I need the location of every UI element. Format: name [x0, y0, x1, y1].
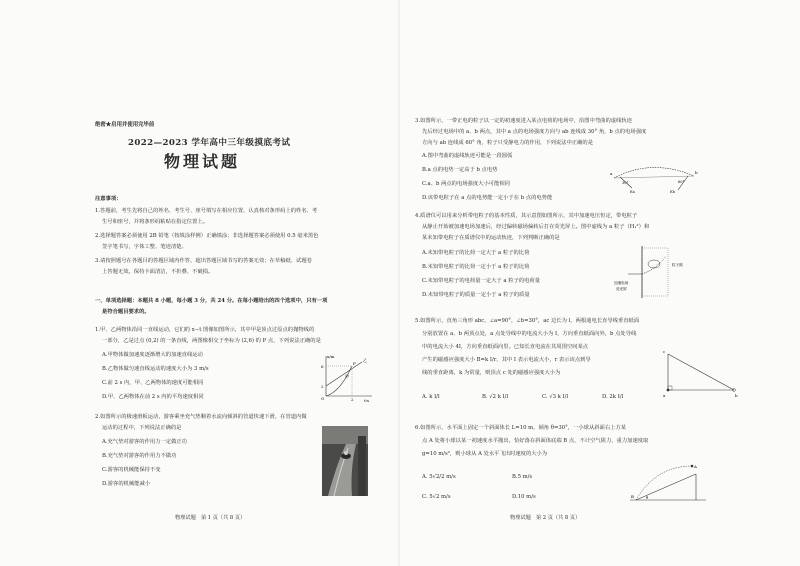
notice-line: 2.选择题答案必须使用 2B 铅笔（按填涂样例）正确填涂；非选择题答案必须使用 0.5 毫米黑色 [95, 233, 319, 239]
notice-line: 生号和座号，并将条形码粘贴在指定位置上。 [102, 219, 208, 225]
curve-jia-label: 甲 [345, 374, 349, 379]
water-slide-photo [322, 426, 368, 496]
question-4-text: 从静止开始被加速电场加速后，经过偏转磁场偏转后打在荧光屏上。图中虚线为 a 粒子（H₁²）和 [422, 224, 650, 230]
q6-option-b: B.5 m/s [512, 474, 533, 480]
q2-option-c: C.游客的机械能保持不变 [102, 467, 161, 473]
question-6-text: 6.如图所示，水平面上固定一个斜面体长 L=10 m，倾角 θ=30°，一小球从斜面右上方某 [415, 425, 627, 431]
page-2 [400, 0, 800, 566]
q4-option-d: D.未知带电粒子的质量一定小于 a 粒子的质量 [422, 292, 530, 298]
q1-option-a: A.甲物体做加速度逐渐增大的加速直线运动 [102, 352, 203, 358]
q1-option-d: D.甲、乙两物体在前 2 s 内的平均速度相同 [102, 394, 204, 400]
question-4-text: 某未知带电粒子在质谱仪中的运动轨迹，下列判断正确的是 [422, 235, 560, 241]
point-b-label: b [695, 170, 698, 175]
q5-option-b: B. √2 k I/l [482, 394, 509, 400]
q3-option-d: D.该带电粒子在 a 点的电势能一定小于在 b 点的电势能 [422, 195, 553, 201]
q5-option-d: D. 2k I/l [602, 394, 624, 400]
field-a-label: Ea [630, 190, 635, 194]
q2-option-a: A.充气垫对游客的作用力一定做正功 [102, 439, 187, 445]
section-heading-cont: 是符合题目要求的。 [102, 309, 150, 315]
notice-line: 3.请按照题号在各题目的答题区域内作答，超出答题区域书写的答案无效；在草稿纸、试题卷 [95, 258, 312, 264]
question-5-text: 分别放置在 a、b 两顶点处，a 点处导线中的电流大小为 I，方向垂直纸面向外，b 点处导线 [422, 331, 637, 337]
question-6-text: g=10 m/s²，则小球从 A 处水平飞出时速度的大小为 [422, 451, 548, 457]
point-b-label: B [631, 494, 634, 499]
q4-option-b: B.未知带电粒子的比荷一定小于 a 粒子的比荷 [422, 264, 530, 270]
question-5-text: 产生的磁感应强度大小 B=k I/r，其中 I 表示电流大小，r 表示该点到导 [422, 357, 591, 363]
section-heading: 一、单项选择题：本题共 8 小题，每小题 3 分，共 24 分。在每小题给出的四个选项中，只有一项 [95, 298, 328, 304]
q6-option-c: C. 5√2 m/s [422, 494, 451, 500]
q5-option-c: C. √3 k I/l [542, 394, 569, 400]
question-1-text: 1.甲、乙两物体沿同一直线运动，它们的 x−t 图像如图所示，其中甲是顶点过原点的抛物线的 [95, 327, 315, 333]
electric-field-figure [608, 158, 704, 194]
y-axis-label: x/m [327, 354, 335, 359]
q4-option-c: C.未知带电粒子的电荷量一定大于 a 粒子的电荷量 [422, 278, 541, 284]
question-3-text: 3.如图所示，一带正电的粒子以一定的初速度进入某点电荷的电场中，沿图中弯曲的虚线轨迹 [415, 118, 632, 124]
subject-title: 物理试题 [164, 152, 241, 171]
notice-heading: 注意事项： [95, 196, 122, 202]
question-5-text: 线的垂直距离，k 为常量，则顶点 c 处的磁感应强度大小为 [422, 370, 561, 376]
exam-title: 2022—2023 学年高中三年级摸底考试 [128, 138, 291, 148]
vertex-a-label: a [663, 393, 666, 398]
point-a-label: A [694, 464, 697, 469]
vertex-b-label: b [735, 393, 738, 398]
right-triangle-figure [662, 344, 742, 400]
q3-option-b: B.a 点的电势一定高于 b 点电势 [422, 167, 498, 173]
q4-option-a: A.未知带电粒子的比荷一定大于 a 粒子的比荷 [422, 250, 530, 256]
page-footer: 物理试题 第 2 页（共 8 页） [510, 515, 581, 521]
question-2-text: 2.如图所示的极速滑板运动，游客乘坐充气垫顺着水流向倾斜的管道快速下滑，在管道内做 [95, 414, 307, 420]
question-3-text: 先后经过电场中的 a、b 两点，其中 a 点的电场强度方向与 ab 连线成 30° 角，b 点的电场强度 [422, 129, 647, 135]
q1-option-c: C.前 2 s 内，甲、乙两物体的速度可能相同 [102, 380, 204, 386]
line-yi-label: 乙 [363, 358, 367, 363]
point-p-label: P [353, 361, 356, 366]
incline-projectile-figure [626, 460, 710, 504]
origin-label: O [321, 396, 325, 401]
source-label: 粒子源 [672, 263, 683, 267]
angle-60-label: 60° [678, 180, 685, 184]
y-tick-6: 6 [321, 364, 324, 369]
q3-option-a: A.图中弯曲的虚线轨迹可能是一段圆弧 [422, 153, 513, 159]
screen-label: 荧光屏 [616, 287, 627, 291]
notice-line: 上答题无效。保持卡面清洁，不折叠、不破损。 [102, 269, 214, 275]
question-5-text: 5.如图所示，直角三角形 abc，∠a=90°，∠b=30°，ac 边长为 l，两根通电长直导线垂直纸面 [415, 318, 640, 324]
x-tick-2: 2 [351, 397, 354, 402]
question-4-text: 4.质谱仪可以用来分析带电粒子的基本性质，其示意图如图所示，其中加速电压恒定，带电粒子 [415, 213, 638, 219]
q6-option-d: D.10 m/s [512, 494, 536, 500]
question-2-text: 运动的过程中，下列说法正确的是 [102, 425, 182, 431]
question-6-text: 点 A 处将小球以某一初速度水平抛出，恰好落在斜面体底端 B 点，不计空气阻力，重力加速度取 [422, 438, 649, 444]
y-tick-2: 2 [321, 384, 324, 389]
xt-graph-figure [318, 352, 374, 402]
accel-field-label: 加速电场 [614, 281, 629, 285]
q1-option-b: B.乙物体做匀速直线运动的速度大小为 3 m/s [102, 366, 209, 372]
q3-option-c: C.a、b 两点的电场强度大小可能相同 [422, 181, 510, 187]
q2-option-b: B.充气垫对游客的作用力不做功 [102, 453, 177, 459]
notice-line: 签字笔书写，字体工整、笔迹清楚。 [102, 244, 187, 250]
x-axis-label: t/s [364, 398, 370, 402]
question-3-text: 方向与 ab 连线成 60° 角，粒子只受静电力的作用，下列说法中正确的是 [422, 140, 593, 146]
q5-option-a: A. k I/l [422, 394, 440, 400]
vertex-c-label: c [663, 349, 666, 354]
page-footer: 物理试题 第 1 页（共 8 页） [175, 515, 246, 521]
field-b-label: Eb [670, 190, 675, 194]
notice-line: 1.答题前，考生先将自己的姓名、考生号、座号填写在相应位置，认真核对条形码上的姓名、考 [95, 208, 318, 214]
question-5-text: 中的电流大小 4I，方向垂直纸面向里。已知长直电流在其周围空间某点 [422, 344, 589, 350]
q6-option-a: A. 5√2/2 m/s [422, 474, 456, 480]
mass-spectrometer-figure [614, 244, 698, 300]
question-1-text: 一部分，乙是过点 (0,2) 的一条直线，两图像相交于坐标为 (2,6) 的 P 点，下列说法正确的是 [102, 338, 321, 344]
angle-30-label: 30° [622, 181, 629, 185]
confidential-label: 绝密★启用并使用完毕前 [95, 122, 155, 128]
point-a-label: a [610, 171, 613, 176]
q2-option-d: D.游客的机械能减小 [102, 481, 151, 487]
theta-label: θ [646, 496, 649, 500]
